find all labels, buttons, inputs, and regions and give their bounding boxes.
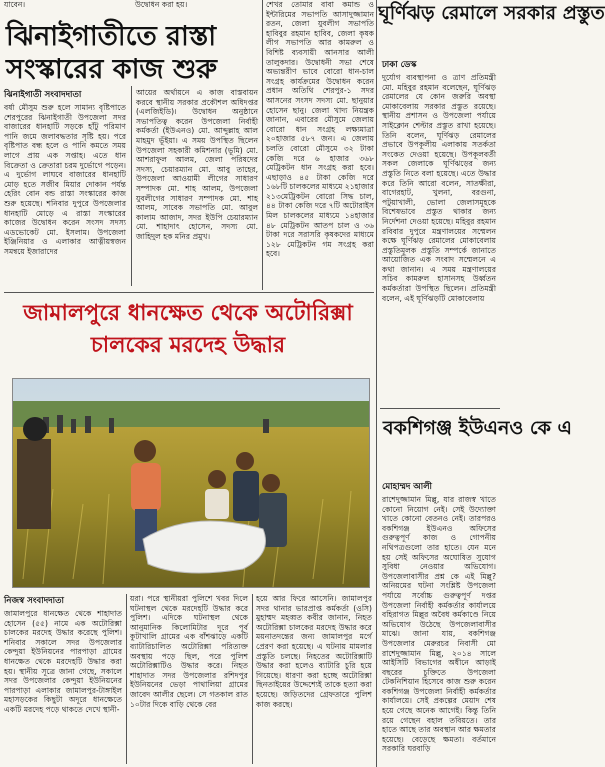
article2-text-3: হয়ে আর ফিরে আসেনি। জামালপুর সদর থানার ভারপ্রাপ্ত কর্মকর্তা (ওসি) মুহাম্মদ মহব্বত কবীর জানান, নিহত অটোরিক্সা চালকের মরদেহ উদ্ধার করে ময়নাতদন্তের জন্য জামালপুর মর্গে প্রেরণ করা হয়েছে। এ ঘটনায় মামলার প্রস্তুতি চলছে। নিহতের অটোরিক্সাটি উদ্ধার করা হলেও ব্যাটারি চুরি হয়ে গিয়েছে। ধারণা করা হচ্ছে অটোরিক্সা ছিনতাইয়ের উদ্দেশ্যেই তাকে হত্যা করা হয়েছে। জড়িতদের গ্রেফতারে পুলিশ কাজ করছে।: [256, 594, 372, 709]
cyclone-headline: ঘূর্ণিঝড় রেমালে সরকার প্রস্তুত: [378, 2, 605, 24]
column-divider: [126, 594, 127, 764]
article2-headline: জামালপুরে ধানক্ষেত থেকে অটোরিক্সা চালকের মরদেহ উদ্ধার: [23, 301, 353, 358]
cyclone-text: দুর্যোগ ব্যবস্থাপনা ও ত্রাণ প্রতিমন্ত্রী মো. মহিবুর রহমান বলেছেন, ঘূর্ণিঝড় রেমালের যে কোন জরুরি অবস্থা মোকাবেলায় সরকার প্রস্তুত রয়েছে। স্থানীয় প্রশাসন ও উপজেলা পর্যায়ে সাইক্লোন শেল্টার প্রস্তুত রাখা হয়েছে। তিনি বলেন, ঘূর্ণিঝড় রেমালের প্রভাবে উপকূলীয় এলাকায় সতর্কতা সংকেত দেওয়া হয়েছে। উপকূলবর্তী সকল জেলাকে ঘূর্ণিঝড়ের জন্য প্রস্তুতি নিতে বলা হয়েছে। এতে উদ্ধার করে তিনি আরো বলেন, সাতক্ষীরা, বাগেরহাট, খুলনা, বরগুনা, পটুয়াখালী, ভোলা জেলাসমূহকে বিশেষভাবে প্রস্তুত থাকার জন্য নির্দেশনা দেওয়া হয়েছে। মহিবুর রহমান রবিবার দুপুরে মন্ত্রণালয়ের সম্মেলন কক্ষে ঘূর্ণিঝড় রেমালের মোকাবেলায় প্রস্তুতিমূলক প্রস্তুতি সম্পর্কে জানাতে আয়োজিত এক সংবাদ সম্মেলনে এ কথা জানান। এ সময় মন্ত্রণালয়ের সচিব কামরুল হাসানসহ উর্ধ্বতন কর্মকর্তারা উপস্থিত ছিলেন। প্রতিমন্ত্রী বলেন, এই ঘূর্ণিঝড়টি মোকাবেলায়: [382, 73, 496, 303]
article3-headline: বকশিগঞ্জ ইউএনও কে এ: [383, 417, 572, 439]
section-divider: [4, 292, 374, 293]
article3-col: [382, 480, 496, 765]
rice-field-photo: [13, 379, 369, 587]
column-divider: [252, 594, 253, 764]
cyclone-article-col: [382, 58, 496, 406]
article1-col2: [136, 88, 258, 284]
continuation-col: [266, 0, 374, 288]
article1-text-2: আয়ের অর্থায়নে এ কাজ বাস্তবায়ন করবে স্থানীয় সরকার প্রকৌশল অধিদপ্তর (এলজিইডি)। উদ্বোধন অনুষ্ঠানে সভাপতিত্ব করেন উপজেলা নির্বাহী কর্মকর্তা (ইউএনও) মো. আব্দুল্লাহ আল মাহমুদ ভূঁইয়া। এ সময় উপস্থিত ছিলেন উপজেলা সহকারী কমিশনার (ভূমি) মো. আশরাফুল আলম, জেলা পরিষদের সদস্য, চেয়ারম্যান মো. আবু তাহের, উপজেলা আওয়ামী লীগের সাধারণ সম্পাদক মো. শাহ আলম, উপজেলা যুবলীগের সাধারণ সম্পাদক মো. শাহ আলম, সাবেক সভাপতি মো. আবুল কালাম আজাদ, সদর ইউপি চেয়ারম্যান মো. শাহাদাৎ হোসেন, সদস্য মো. জাহিদুল হক মনির প্রমুখ।: [136, 88, 258, 241]
article1-headline: ঝিনাইগাতীতে রাস্তা সংস্কারের কাজ শুরু: [6, 21, 217, 85]
column-divider: [131, 86, 132, 286]
article1-text-1: বর্ষা মৌসুম শুরু হলে সামান্য বৃষ্টিপাতে শেরপুরের ঝিনাইগাতী উপজেলা সদর বাজারের ধানহাটি সড়কে হাঁটু পরিমাণ পানি জমে জলাবদ্ধতার সৃষ্টি হয়। পরে বৃষ্টিপাত বন্ধ হলে ও পানি কমতে সময় লাগে প্রায় এক সপ্তাহ। এতে ধান বিক্রেতা ও ক্রেতারা চরম দুর্ভোগে পড়েন। এ দুর্ভোগ লাঘবে বাজারের ধানহাটি মোড় হতে সজীব মিয়ার দোকান পর্যন্ত হেরিং বোন বন্ড রাস্তা সংস্কারের কাজ শুরু হয়েছে। শনিবার দুপুরে উপজেলার ধানহাটি মোড়ে এ রাস্তা সংস্কারের কাজের উদ্বোধন করেন সংসদ সদস্য এডভোকেট মো. ইসলাম। উপজেলা ইঞ্জিনিয়ার ও এলাকার আত্নীয়স্বজন সমন্বয়ে ইজারাদের: [4, 103, 126, 256]
article1-col1: [4, 88, 126, 284]
article2-col3: [256, 594, 372, 764]
article2-text-2: য়রা। পরে স্থানীয়রা পুলিশে খবর দিলে ঘটনাস্থল থেকে মরদেহটি উদ্ধার করে পুলিশ। এদিকে ঘটনাস্থল থেকে আনুমানিক কিলোমিটার দূরে পূর্ব কুটাখালি গ্রামের এক বাঁশঝাড়ে একটি ব্যাটারিচালিত অটোরিক্সা পরিত্যক্ত অবস্থায় পড়ে ছিল, পরে পুলিশ অটোরিক্সাটিও উদ্ধার করে। নিহত শাহাদাত সদর উপজেলার রশিদপুর ইউনিয়নের ভেড়া পাথালিয়া গ্রামের জাবেদ আলীর ছেলে। সে গতকাল রাত ১০টার দিকে বাড়ি থেকে বের: [130, 594, 248, 709]
cyclone-byline: ঢাকা ডেস্ক: [382, 60, 417, 70]
column-divider: [376, 0, 377, 767]
section-divider: [380, 408, 500, 409]
top-mid-fragment: উদ্বোধন করা হয়।: [135, 0, 188, 9]
article2-col2: [130, 594, 248, 764]
article2-text-1: জামালপুরে ধানক্ষেত থেকে শাহাদাত হোসেন (৫৫) নামে এক অটোরিক্সা চালকের মরদেহ উদ্ধার করেছে পুলিশ। শনিবার সকালে সদর উপজেলার কেন্দুয়া ইউনিয়নের পারপাড়া গ্রামের ধানক্ষেত থেকে মরদেহটি উদ্ধার করা হয়। স্থানীয় সূত্রে জানা গেছে, সকালে সদর উপজেলার কেন্দুয়া ইউনিয়নের পারপাড়া এলাকার জামালপুর-টাঙ্গাইল মহাসড়কের কিছুটা অদূরে ধানক্ষেতে একটি মরদেহ পড়ে থাকতে দেখে স্থানী-: [4, 609, 122, 714]
article3-text: রাশেদুজ্জামান মিল্লু, যার রাজস্ব খাতে কোনো নিয়োগ নেই। সেই উদ্যোক্তা খাতে কোনো বেতনও নেই। তারপরও বকশিগঞ্জ ইউএনও অফিসের গুরুত্বপূর্ণ কাজ ও গোপনীয় নথিপত্রগুলো তার হাতে। যেন মনে হয় সেই অফিসের অঘোষিত সুযোগ সুবিধা নেওয়ার অভিযোগ। উপজেলাবাসীর প্রশ্ন কে এই মিল্লু? অনিয়মের ঘটনা সংশ্লিষ্ট উপজেলা পর্যায়ে সর্বোচ্চ গুরুত্বপূর্ণ দপ্তর উপজেলা নির্বাহী কর্মকর্তার কার্যালয়ে বহিরাগত মিল্লুর অবৈধ কর্মকাণ্ডে নিয়ে অভিযোগ উঠেছে উপজেলাবাসীর মাঝে। জানা যায়, বকশিগঞ্জ উপজেলার মেরুরচর নিবাসী মো রাশেদুজ্জামান মিল্লু, ২০১৪ সালে আইসিটি বিভাগের অধীনে আড়াই বছরের চুক্তিতে উপজেলা টেকনিশিয়ান হিসেবে কাজ শুরু করেন বকশিগঞ্জ উপজেলা নির্বাহী কর্মকর্তার কার্যালয়ে। সেই প্রকল্পের মেয়াদ শেষ হয়ে গেছে অনেক আগেই। কিন্তু তিনি রয়ে গেছেন বহাল তবিয়তে। তার হাতে আছে তার অবস্থান আর ক্ষমতার হয়েছে। বেড়েছে ক্ষমতা। বর্তমানে সরকারি ঘরবাড়ি: [382, 495, 496, 754]
top-left-fragment: যাবেন।: [4, 0, 26, 9]
article2-photo: [12, 378, 370, 588]
article3-byline: মোহাম্মদ আলী: [382, 482, 432, 492]
column-divider: [262, 0, 263, 290]
article2-col1: [4, 594, 122, 764]
article1-byline: ঝিনাইগাতী সংবাদদাতা: [4, 90, 82, 100]
article2-byline: নিজস্ব সংবাদদাতা: [4, 596, 64, 606]
continuation-text: শেখর তোমার বাবা কমান্ড ও ইন্টারিমের সভাপতি আসাদুজ্জামান রতন, জেলা যুবলীগ সভাপতি হাবিবুর রহমান হাবিব, জেলা কৃষক লীগ সভাপতি আর কামরুল ও বিশিষ্ট ব্যবসায়ী আনসার আলী তালুকদার। উদ্বোধনী সভা শেষে অভ্যন্তরীণ ভাবে বোরো ধান-চাল সংগ্রহ কার্যক্রমের উদ্বোধন করেন প্রধান অতিথি শেরপুর-১ সদর আসনের সংসদ সদস্য মো. ছানুয়ার হোসেন ছানু। জেলা খাদ্য নিয়ন্ত্রক জানান, এবারের মৌসুমে জেলায় বোরো ধান সংগ্রহ লক্ষ্যমাত্রা ২০হাজার ৫৮৭ জন। এ জেলায় চলতি বোরো মৌসুমে ৩২ টাকা কেজি দরে ৬ হাজার ৩৬৮ মেট্রিকটন ধান সংগ্রহ করা হবে। এছাড়াও ৪৫ টাকা কেজি দরে ১৬৮টি চালকলের মাধ্যমে ২১হাজার ২১৩মেট্রিকটন বোরো সিদ্ধ চাল, ৪৪ টাকা কেজি দরে ৭টি অটোরাইস মিল চালকলের মাধ্যমে ১৪হাজার ৪৮ মেট্রিকটন আতপ চাল ও ৩৬ টাকা দরে সরাসরি কৃষকদের মাধ্যমে ১২৮ মেট্রিকটন গম সংগ্রহ করা হবে।: [266, 0, 374, 259]
